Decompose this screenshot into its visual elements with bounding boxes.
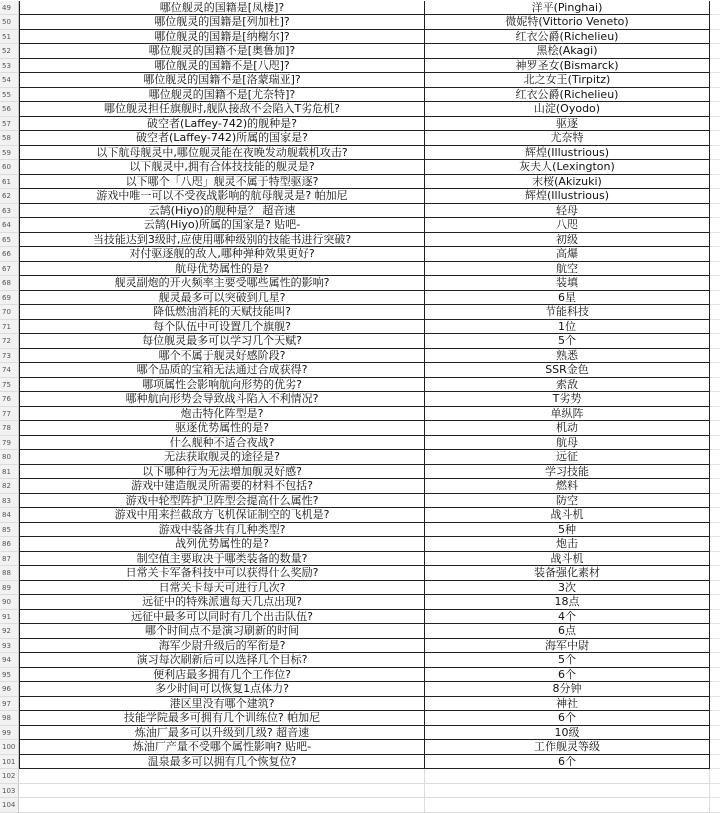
table-row [0,769,720,784]
table-row [0,1,720,16]
row-number[interactable]: 75 [0,378,19,393]
question-cell[interactable]: 哪位舰灵的国籍不是[奥鲁加]? [19,44,425,59]
question-cell[interactable]: 演习每次刷新后可以选择几个目标? [19,653,425,668]
answer-cell[interactable]: 微妮特(Vittorio Veneto) [425,15,710,30]
table-row [0,624,720,639]
table-row [0,479,720,494]
empty-column-cell[interactable] [710,218,720,233]
row-number[interactable]: 88 [0,566,19,581]
empty-column-cell[interactable] [710,537,720,552]
row-number[interactable]: 55 [0,88,19,103]
empty-column-cell[interactable] [710,450,720,465]
row-number[interactable]: 68 [0,276,19,291]
empty-column-cell[interactable] [710,305,720,320]
answer-cell[interactable]: 战斗机 [425,508,710,523]
question-cell[interactable]: 破空者(Laffey-742)的舰种是? [19,117,425,132]
row-number[interactable]: 60 [0,160,19,175]
empty-column-cell[interactable] [710,189,720,204]
answer-cell[interactable]: 神社 [425,697,710,712]
row-number[interactable]: 97 [0,697,19,712]
answer-cell[interactable]: 10级 [425,726,710,741]
answer-cell[interactable]: 6个 [425,755,710,770]
row-number[interactable]: 66 [0,247,19,262]
answer-cell[interactable]: 辉煌(Illustrious) [425,189,710,204]
question-cell[interactable]: 游戏中轮型阵护卫阵型会提高什么属性? [19,494,425,509]
table-row [0,15,720,30]
question-cell[interactable]: 哪位舰灵的国籍不是[八咫]? [19,59,425,74]
empty-column-cell[interactable] [710,668,720,683]
question-cell[interactable]: 远征中最多可以同时有几个出击队伍? [19,610,425,625]
table-row [0,204,720,219]
table-row [0,682,720,697]
question-cell[interactable]: 哪位舰灵的国籍是[凤棲]? [19,1,425,16]
table-row [0,784,720,799]
answer-cell[interactable]: 红衣公爵(Richelieu) [425,30,710,45]
question-cell[interactable]: 航母优势属性的是? [19,262,425,277]
question-cell[interactable]: 哪位舰灵的国籍不是[尤奈特]? [19,88,425,103]
row-number[interactable]: 91 [0,610,19,625]
table-row [0,523,720,538]
table-row [0,378,720,393]
table-row [0,421,720,436]
answer-cell[interactable]: 节能科技 [425,305,710,320]
empty-column-cell[interactable] [710,769,720,784]
question-cell[interactable]: 哪位舰灵担任旗舰时,舰队接敌不会陷入T劣危机? [19,102,425,117]
table-row [0,465,720,480]
empty-column-cell[interactable] [710,784,720,799]
table-row [0,450,720,465]
empty-column-cell[interactable] [710,291,720,306]
table-row [0,392,720,407]
question-cell[interactable]: 对付驱逐舰的敌人,哪种弹种效果更好? [19,247,425,262]
empty-column-cell[interactable] [710,73,720,88]
answer-cell[interactable]: 索敌 [425,378,710,393]
answer-cell[interactable]: 机动 [425,421,710,436]
table-row [0,117,720,132]
question-cell[interactable]: 制空值主要取决于哪类装备的数量? [19,552,425,567]
table-row [0,407,720,422]
empty-column-cell[interactable] [710,204,720,219]
empty-column-cell[interactable] [710,726,720,741]
question-cell[interactable]: 温泉最多可以拥有几个恢复位? [19,755,425,770]
table-row [0,711,720,726]
question-cell[interactable]: 以下哪个「八咫」舰灵不属于特型驱逐? [19,175,425,190]
question-cell[interactable]: 哪位舰灵的国籍是[列加杜]? [19,15,425,30]
empty-column-cell[interactable] [710,233,720,248]
answer-cell[interactable]: 装备强化素材 [425,566,710,581]
table-row [0,247,720,262]
answer-cell[interactable]: 8分钟 [425,682,710,697]
row-number[interactable]: 82 [0,479,19,494]
empty-column-cell[interactable] [710,30,720,45]
answer-cell[interactable]: 初级 [425,233,710,248]
question-cell[interactable]: 远征中的特殊派遣每天几点出现? [19,595,425,610]
row-number[interactable]: 64 [0,218,19,233]
row-number[interactable]: 81 [0,465,19,480]
empty-column-cell[interactable] [710,639,720,654]
empty-column-cell[interactable] [710,392,720,407]
question-cell[interactable]: 哪个不属于舰灵好感阶段? [19,349,425,364]
answer-cell[interactable]: 6星 [425,291,710,306]
answer-cell[interactable]: 熟悉 [425,349,710,364]
question-cell[interactable]: 什么舰种不适合夜战? [19,436,425,451]
answer-cell[interactable]: 学习技能 [425,465,710,480]
table-row [0,508,720,523]
question-cell[interactable]: 炼油厂最多可以升级到几级? 超音速 [19,726,425,741]
empty-column-cell[interactable] [710,334,720,349]
table-row [0,537,720,552]
answer-cell[interactable]: 驱逐 [425,117,710,132]
question-cell[interactable]: 技能学院最多可拥有几个训练位? 帕加尼 [19,711,425,726]
table-row [0,349,720,364]
table-row [0,102,720,117]
question-cell[interactable]: 港区里没有哪个建筑? [19,697,425,712]
answer-cell[interactable]: 高爆 [425,247,710,262]
question-cell[interactable]: 游戏中用来拦截敌方飞机保证制空的飞机是? [19,508,425,523]
empty-column-cell[interactable] [710,320,720,335]
table-row [0,581,720,596]
empty-column-cell[interactable] [710,595,720,610]
row-number[interactable]: 62 [0,189,19,204]
empty-column-cell[interactable] [710,610,720,625]
empty-column-cell[interactable] [710,117,720,132]
answer-cell[interactable]: 6个 [425,711,710,726]
answer-cell[interactable]: 战斗机 [425,552,710,567]
question-cell[interactable]: 炼油厂产量不受哪个属性影响? 贴吧- [19,740,425,755]
question-cell[interactable]: 无法获取舰灵的途径是? [19,450,425,465]
answer-cell[interactable]: 山淀(Oyodo) [425,102,710,117]
empty-column-cell[interactable] [710,378,720,393]
row-number[interactable]: 99 [0,726,19,741]
table-row [0,218,720,233]
question-cell[interactable]: 日常关卡每天可进行几次? [19,581,425,596]
table-row [0,88,720,103]
empty-column-cell[interactable] [710,508,720,523]
row-number[interactable]: 101 [0,755,19,770]
table-row [0,668,720,683]
answer-cell[interactable]: 灰夫人(Lexington) [425,160,710,175]
answer-cell[interactable]: 防空 [425,494,710,509]
table-row [0,798,720,813]
row-number[interactable]: 61 [0,175,19,190]
table-row [0,697,720,712]
question-cell[interactable]: 当技能达到3级时,应使用哪种级别的技能书进行突破? [19,233,425,248]
question-cell[interactable]: 以下哪种行为无法增加舰灵好感? [19,465,425,480]
table-row [0,595,720,610]
answer-cell[interactable]: 燃料 [425,479,710,494]
empty-column-cell[interactable] [710,523,720,538]
row-number[interactable]: 53 [0,59,19,74]
answer-cell[interactable]: 航母 [425,436,710,451]
row-number[interactable]: 70 [0,305,19,320]
table-row [0,334,720,349]
row-number[interactable]: 73 [0,349,19,364]
answer-cell[interactable]: 5个 [425,334,710,349]
empty-column-cell[interactable] [710,88,720,103]
question-cell[interactable] [19,798,425,813]
row-number[interactable]: 92 [0,624,19,639]
table-row [0,436,720,451]
answer-cell[interactable]: 18点 [425,595,710,610]
row-number[interactable]: 65 [0,233,19,248]
row-number[interactable]: 98 [0,711,19,726]
row-number[interactable]: 86 [0,537,19,552]
table-row [0,291,720,306]
table-row [0,363,720,378]
empty-column-cell[interactable] [710,146,720,161]
question-cell[interactable] [19,769,425,784]
row-number[interactable]: 102 [0,769,19,784]
question-cell[interactable]: 降低燃油消耗的天赋技能叫? [19,305,425,320]
row-number[interactable]: 76 [0,392,19,407]
answer-cell[interactable]: 装填 [425,276,710,291]
row-number[interactable]: 93 [0,639,19,654]
question-cell[interactable]: 驱逐优势属性的是? [19,421,425,436]
table-row [0,160,720,175]
empty-column-cell[interactable] [710,131,720,146]
row-number[interactable]: 57 [0,117,19,132]
table-row [0,59,720,74]
question-cell[interactable]: 以下舰灵中,拥有合体技技能的舰灵是? [19,160,425,175]
empty-column-cell[interactable] [710,552,720,567]
answer-cell[interactable]: SSR金色 [425,363,710,378]
answer-cell[interactable]: 海军中尉 [425,639,710,654]
row-number[interactable]: 78 [0,421,19,436]
answer-cell[interactable]: 3次 [425,581,710,596]
question-cell[interactable]: 哪位舰灵的国籍不是[洛蒙瑞亚]? [19,73,425,88]
row-number[interactable]: 69 [0,291,19,306]
question-cell[interactable]: 哪位舰灵的国籍是[纳榭尔]? [19,30,425,45]
table-row [0,233,720,248]
row-number[interactable]: 104 [0,798,19,813]
answer-cell[interactable]: 黑桧(Akagi) [425,44,710,59]
row-number[interactable]: 54 [0,73,19,88]
question-cell[interactable]: 哪项属性会影响航向形势的优劣? [19,378,425,393]
question-cell[interactable]: 哪种航向形势会导致战斗陷入不利情况? [19,392,425,407]
answer-cell[interactable]: 北之女王(Tirpitz) [425,73,710,88]
question-cell[interactable]: 破空者(Laffey-742)所属的国家是? [19,131,425,146]
table-row [0,146,720,161]
row-number[interactable]: 74 [0,363,19,378]
table-row [0,494,720,509]
answer-cell[interactable]: 末桜(Akizuki) [425,175,710,190]
table-row [0,639,720,654]
question-cell[interactable]: 海军少尉升级后的军衔是? [19,639,425,654]
empty-column-cell[interactable] [710,44,720,59]
answer-cell[interactable] [425,769,710,784]
question-cell[interactable]: 每个队伍中可设置几个旗舰? [19,320,425,335]
question-cell[interactable]: 便利店最多拥有几个工作位? [19,668,425,683]
row-number[interactable]: 50 [0,15,19,30]
row-number[interactable]: 52 [0,44,19,59]
empty-column-cell[interactable] [710,421,720,436]
table-row [0,44,720,59]
row-number[interactable]: 71 [0,320,19,335]
table-row [0,566,720,581]
question-cell[interactable]: 舰灵副炮的开火频率主要受哪些属性的影响? [19,276,425,291]
answer-cell[interactable]: 炮击 [425,537,710,552]
row-number[interactable]: 51 [0,30,19,45]
empty-column-cell[interactable] [710,1,720,16]
empty-column-cell[interactable] [710,494,720,509]
answer-cell[interactable]: 5种 [425,523,710,538]
answer-cell[interactable]: 神罗圣女(Bismarck) [425,59,710,74]
table-row [0,262,720,277]
row-number[interactable]: 56 [0,102,19,117]
table-row [0,305,720,320]
row-number[interactable]: 95 [0,668,19,683]
empty-column-cell[interactable] [710,262,720,277]
answer-cell[interactable]: 单纵阵 [425,407,710,422]
table-row [0,73,720,88]
question-cell[interactable]: 云鹄(Hiyo)所属的国家是? 贴吧- [19,218,425,233]
row-number[interactable]: 49 [0,1,19,16]
empty-column-cell[interactable] [710,798,720,813]
answer-cell[interactable]: 尤奈特 [425,131,710,146]
empty-column-cell[interactable] [710,15,720,30]
table-row [0,653,720,668]
question-cell[interactable]: 战列优势属性的是? [19,537,425,552]
row-number[interactable]: 84 [0,508,19,523]
question-cell[interactable]: 哪个品质的宝箱无法通过合成获得? [19,363,425,378]
row-number[interactable]: 59 [0,146,19,161]
empty-column-cell[interactable] [710,247,720,262]
answer-cell[interactable]: 辉煌(Illustrious) [425,146,710,161]
answer-cell[interactable] [425,798,710,813]
row-number[interactable]: 90 [0,595,19,610]
table-row [0,175,720,190]
empty-column-cell[interactable] [710,711,720,726]
empty-column-cell[interactable] [710,624,720,639]
row-number[interactable]: 85 [0,523,19,538]
empty-column-cell[interactable] [710,581,720,596]
answer-cell[interactable]: 轻母 [425,204,710,219]
answer-cell[interactable]: 航空 [425,262,710,277]
table-row [0,189,720,204]
answer-cell[interactable]: 5个 [425,653,710,668]
table-row [0,552,720,567]
answer-cell[interactable]: 1位 [425,320,710,335]
empty-column-cell[interactable] [710,349,720,364]
row-number[interactable]: 94 [0,653,19,668]
empty-column-cell[interactable] [710,479,720,494]
answer-cell[interactable]: 洋平(Pinghai) [425,1,710,16]
row-number[interactable]: 100 [0,740,19,755]
row-number[interactable]: 83 [0,494,19,509]
table-row [0,726,720,741]
empty-column-cell[interactable] [710,276,720,291]
empty-column-cell[interactable] [710,59,720,74]
empty-column-cell[interactable] [710,175,720,190]
row-number[interactable]: 103 [0,784,19,799]
answer-cell[interactable]: 远征 [425,450,710,465]
table-row [0,740,720,755]
answer-cell[interactable] [425,784,710,799]
table-row [0,755,720,770]
answer-cell[interactable]: 红衣公爵(Richelieu) [425,88,710,103]
table-row [0,30,720,45]
empty-column-cell[interactable] [710,740,720,755]
row-number[interactable]: 79 [0,436,19,451]
question-cell[interactable] [19,784,425,799]
question-cell[interactable]: 每位舰灵最多可以学习几个天赋? [19,334,425,349]
question-cell[interactable]: 炮击特化阵型是? [19,407,425,422]
answer-cell[interactable]: 4个 [425,610,710,625]
question-cell[interactable]: 日常关卡军备科技中可以获得什么奖励? [19,566,425,581]
empty-column-cell[interactable] [710,407,720,422]
question-cell[interactable]: 哪个时间点不是演习刷新的时间 [19,624,425,639]
question-cell[interactable]: 游戏中装备共有几种类型? [19,523,425,538]
question-cell[interactable]: 游戏中建造舰灵所需要的材料不包括? [19,479,425,494]
empty-column-cell[interactable] [710,697,720,712]
question-cell[interactable]: 云鹄(Hiyo)的舰种是？ 超音速 [19,204,425,219]
answer-cell[interactable]: 工作舰灵等级 [425,740,710,755]
row-number[interactable]: 77 [0,407,19,422]
table-row [0,320,720,335]
question-cell[interactable]: 舰灵最多可以突破到几星? [19,291,425,306]
empty-column-cell[interactable] [710,465,720,480]
row-number[interactable]: 96 [0,682,19,697]
empty-column-cell[interactable] [710,160,720,175]
row-number[interactable]: 63 [0,204,19,219]
answer-cell[interactable]: 6个 [425,668,710,683]
answer-cell[interactable]: T劣势 [425,392,710,407]
row-number[interactable]: 67 [0,262,19,277]
empty-column-cell[interactable] [710,363,720,378]
answer-cell[interactable]: 6点 [425,624,710,639]
row-number[interactable]: 89 [0,581,19,596]
row-number[interactable]: 58 [0,131,19,146]
empty-column-cell[interactable] [710,566,720,581]
table-row [0,131,720,146]
empty-column-cell[interactable] [710,102,720,117]
question-cell[interactable]: 游戏中唯一可以不受夜战影响的航母舰灵是? 帕加尼 [19,189,425,204]
empty-column-cell[interactable] [710,436,720,451]
row-number[interactable]: 80 [0,450,19,465]
row-number[interactable]: 72 [0,334,19,349]
empty-column-cell[interactable] [710,682,720,697]
empty-column-cell[interactable] [710,653,720,668]
question-cell[interactable]: 多少时间可以恢复1点体力? [19,682,425,697]
table-row [0,276,720,291]
question-cell[interactable]: 以下航母舰灵中,哪位舰灵能在夜晚发动舰载机攻击? [19,146,425,161]
table-row [0,610,720,625]
row-number[interactable]: 87 [0,552,19,567]
empty-column-cell[interactable] [710,755,720,770]
answer-cell[interactable]: 八咫 [425,218,710,233]
